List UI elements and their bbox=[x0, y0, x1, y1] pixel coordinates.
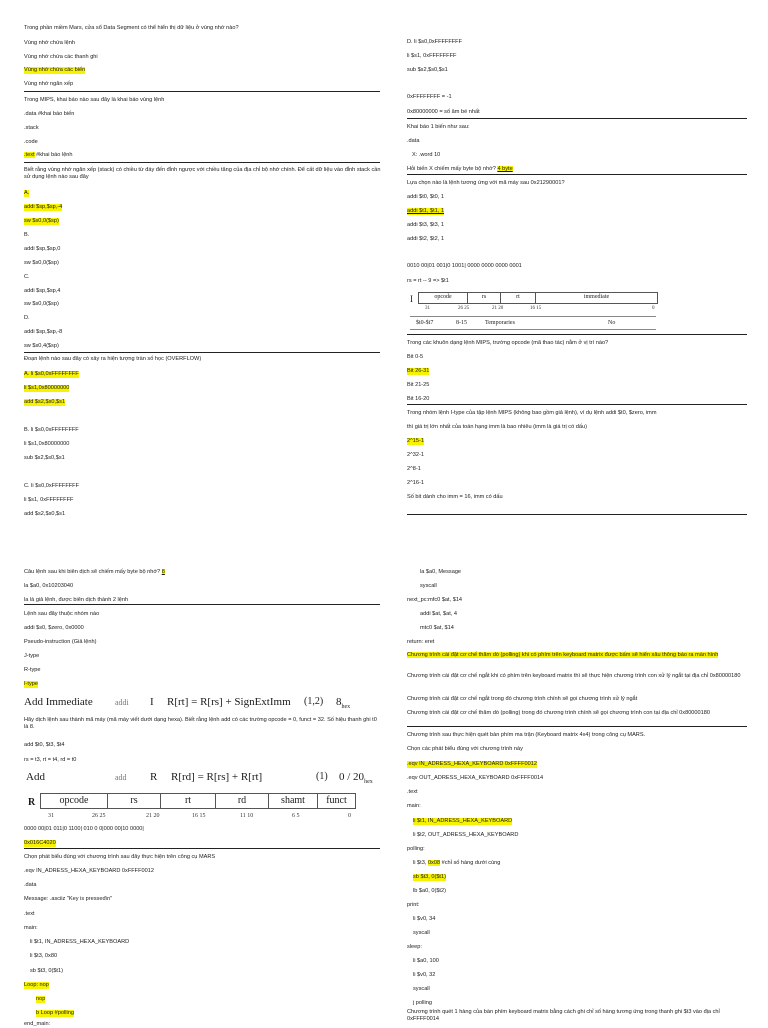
q2-option: .stack bbox=[24, 125, 39, 131]
rtype-bit: 21 20 bbox=[146, 813, 160, 819]
divider bbox=[24, 162, 380, 163]
reg-table-cell: No bbox=[608, 320, 616, 326]
rtype-bit: 0 bbox=[348, 813, 351, 819]
b1-line: la là giả lệnh, được biên dịch thành 2 lệnh bbox=[24, 597, 129, 603]
divider bbox=[407, 726, 747, 727]
q2-comment: #khai báo lệnh bbox=[36, 152, 73, 158]
c3-code: sleep: bbox=[407, 944, 422, 950]
c3-code-highlight: li $t1, IN_ADRESS_HEXA_KEYBOARD bbox=[413, 818, 513, 824]
rtype-bit: 6 5 bbox=[292, 813, 300, 819]
b2-option: J-type bbox=[24, 653, 40, 659]
b2-title: Lệnh sau đây thuộc nhóm nào bbox=[24, 611, 100, 617]
q2-answer: .text bbox=[24, 152, 35, 158]
b5-code: Message: .asciiz "Key is pressed\n" bbox=[24, 896, 113, 902]
b1-title-row bbox=[24, 569, 165, 576]
q4-line: sub $s2,$s0,$s1 bbox=[24, 455, 65, 461]
r3-option: addi $t0, $t0, 1 bbox=[407, 194, 445, 200]
reg-table-cell: 8-15 bbox=[456, 320, 467, 326]
itype-field: opcode bbox=[419, 293, 468, 304]
c2-option: Chương trình cài đặt cơ chế thăm dò (polling) trong đó chương trình chính sẽ gọi chương trình con tại địa chỉ 0x80000180 bbox=[407, 710, 710, 716]
q3-line: addi $sp,$sp,-8 bbox=[24, 329, 63, 335]
c1-code: syscall bbox=[420, 583, 437, 589]
r5-title2: thì giá trị lớn nhất của toán hạng imm là bao nhiêu (imm là giá trị có dấu) bbox=[407, 424, 587, 430]
q4-answer: A. li $s0,0xFFFFFFFF bbox=[24, 371, 79, 377]
itype-format-table bbox=[418, 292, 658, 304]
rtype-field: rs bbox=[108, 794, 161, 809]
b5-code: .data bbox=[24, 882, 37, 888]
r1-note: 0xFFFFFFFF = -1 bbox=[407, 94, 452, 100]
b5-code: sb $t3, 0($t1) bbox=[30, 968, 63, 974]
q3-answer: addi $sp,$sp,-4 bbox=[24, 204, 63, 210]
divider bbox=[24, 604, 380, 605]
q3-line: sw $s0,4($sp) bbox=[24, 343, 59, 349]
b1-title: Câu lệnh sau khi biên dịch sẽ chiếm mấy byte bộ nhớ? bbox=[24, 569, 161, 575]
c3-code: main: bbox=[407, 803, 421, 809]
divider bbox=[24, 91, 380, 92]
rtype-field: funct bbox=[318, 794, 356, 809]
c3-code: li $v0, 34 bbox=[413, 916, 436, 922]
q1-option: Vùng nhớ chứa các thanh ghi bbox=[24, 54, 98, 60]
r3-note: rs = rt -- 9 => $t1 bbox=[407, 278, 449, 284]
ref-add-hex-value: 0 / 20 bbox=[339, 771, 365, 783]
c3-code: syscall bbox=[413, 986, 430, 992]
q2-option: .code bbox=[24, 139, 38, 145]
itype-bit: 0 bbox=[652, 306, 655, 311]
ref-add-operation: R[rd] = R[rs] + R[rt] bbox=[171, 771, 263, 783]
c3-code: .eqv OUT_ADRESS_HEXA_KEYBOARD 0xFFFF0014 bbox=[407, 775, 544, 781]
itype-bit: 21 20 bbox=[492, 306, 504, 311]
r3-option: addi $t3, $t3, 1 bbox=[407, 222, 445, 228]
ref-add-hex-sub: hex bbox=[364, 779, 373, 786]
c3-code: j polling bbox=[413, 1000, 432, 1006]
itype-field: rt bbox=[501, 293, 536, 304]
rtype-letter: R bbox=[28, 797, 36, 808]
ref-addi-operation: R[rt] = R[rs] + SignExtImm bbox=[167, 696, 291, 708]
r2-line: X: .word 10 bbox=[412, 152, 441, 158]
b1-line: la $a0, 0x10203040 bbox=[24, 583, 74, 589]
divider bbox=[407, 514, 747, 515]
rtype-field: shamt bbox=[269, 794, 318, 809]
r5-title: Trong nhóm lệnh I-type của tập lệnh MIPS (không bao gồm giả lệnh), ví dụ lệnh addi $t0, $zero, imm bbox=[407, 410, 657, 416]
r4-option: Bit 21-25 bbox=[407, 382, 430, 388]
q3-answer: A. bbox=[24, 190, 30, 196]
ref-addi-hex bbox=[336, 696, 350, 711]
q3-line: B. bbox=[24, 232, 30, 238]
c3-code-highlight: 0x08 bbox=[427, 860, 441, 866]
r3-title: Lựa chọn nào là lệnh tương ứng với mã máy sau 0x21290001? bbox=[407, 180, 565, 186]
rtype-bit: 11 10 bbox=[240, 813, 254, 819]
reg-table-cell: $t0-$t7 bbox=[416, 320, 434, 326]
itype-field: immediate bbox=[536, 293, 658, 304]
itype-field: rs bbox=[468, 293, 501, 304]
reg-table-border bbox=[410, 316, 656, 317]
divider bbox=[407, 334, 747, 335]
q3-line: D. bbox=[24, 315, 30, 321]
b5-code: .text bbox=[24, 911, 35, 917]
b3-title: Hãy dịch lệnh sau thành mã máy (mã máy viết dưới dạng hexa). Biết rằng lệnh add có các trường opcode = 0, funct = 32. Số hiệu thanh ghi t0 là 8. bbox=[24, 717, 377, 730]
b5-code: end_main: bbox=[24, 1021, 51, 1027]
ref-addi-hex-value: 8 bbox=[336, 696, 342, 708]
b2-option: Pseudo-instruction (Giả lệnh) bbox=[24, 639, 97, 645]
ref-add-hex bbox=[339, 771, 373, 786]
ref-add-mnemonic: add bbox=[115, 773, 127, 782]
b3-line: add $t0, $t3, $t4 bbox=[24, 742, 65, 748]
c2-answer-text: Chương trình cài đặt cơ chế thăm dò (polling) khi có phím trên keyboard matrix được bấm sẽ hiển xâu thông báo ra màn hình bbox=[407, 652, 719, 658]
c3-code: li $a0, 100 bbox=[413, 958, 439, 964]
ref-addi-name: Add Immediate bbox=[24, 696, 93, 708]
rtype-field: opcode bbox=[41, 794, 108, 809]
b4-answer: 0x016C4020 bbox=[24, 840, 56, 846]
q3-line: sw $s0,0($sp) bbox=[24, 260, 59, 266]
c3-code: syscall bbox=[413, 930, 430, 936]
q2-option: .data #khai báo biến bbox=[24, 111, 75, 117]
b5-code: li $t3, 0x80 bbox=[30, 953, 58, 959]
q3-line: addi $sp,$sp,4 bbox=[24, 288, 61, 294]
q1-option: Vùng nhớ chứa lệnh bbox=[24, 40, 75, 46]
ref-addi-format: I bbox=[150, 696, 154, 708]
r2-ask-row bbox=[407, 166, 513, 173]
q4-line: add $s2,$s0,$s1 bbox=[24, 511, 66, 517]
reg-table-cell: Temporaries bbox=[485, 320, 515, 326]
r5-option: 2^32-1 bbox=[407, 452, 424, 458]
c2-option: Chương trình cài đặt cơ chế ngắt khi có phím trên keyboard matrix thì sẽ thực hiện chương trình con xử lý ngắt tại địa chỉ 0x80000180 bbox=[407, 673, 741, 679]
ref-add-name: Add bbox=[26, 771, 45, 783]
c1-code: mtc0 $at, $14 bbox=[420, 625, 454, 631]
q4-line: li $s1,0x80000000 bbox=[24, 441, 70, 447]
b4-bits: 0000 00|01 011|0 1100| 010 0 0|000 00|10 0000| bbox=[24, 826, 144, 832]
b5-code: li $t1, IN_ADRESS_HEXA_KEYBOARD bbox=[30, 939, 130, 945]
b5-code: .eqv IN_ADRESS_HEXA_KEYBOARD 0xFFFF0012 bbox=[24, 868, 154, 874]
b2-answer: I-type bbox=[24, 681, 38, 687]
q3-title: Biết rằng vùng nhớ ngăn xếp (stack) có chiều từ đáy đến đỉnh ngược với chiều tăng của địa chỉ bộ nhớ chính. Để cất dữ liệu vào đỉnh stack cần sử dụng lệnh nào sau đây bbox=[24, 167, 381, 180]
q3-line: sw $s0,0($sp) bbox=[24, 301, 59, 307]
q4-line: li $s1, 0xFFFFFFFF bbox=[24, 497, 74, 503]
b2-option: R-type bbox=[24, 667, 41, 673]
q1-title: Trong phần miềm Mars, cửa sổ Data Segment có thể hiển thị dữ liệu ở vùng nhớ nào? bbox=[24, 25, 239, 31]
divider bbox=[407, 404, 747, 405]
c3-code: print: bbox=[407, 902, 420, 908]
divider bbox=[407, 174, 747, 175]
rtype-field: rd bbox=[216, 794, 269, 809]
c3-eqv-highlight: .eqv IN_ADRESS_HEXA_KEYBOARD 0xFFFF0012 bbox=[407, 761, 537, 767]
q3-line: addi $sp,$sp,0 bbox=[24, 246, 61, 252]
c3-code: li $v0, 32 bbox=[413, 972, 436, 978]
ref-addi-hex-sub: hex bbox=[341, 704, 351, 711]
c3-statement: Chương trình quét 1 hàng của bàn phím keyboard matrix bằng cách ghi chỉ số hàng tương ứng trong thanh ghi $t3 vào địa chỉ 0xFFFF0014 bbox=[407, 1009, 720, 1022]
divider bbox=[407, 118, 747, 119]
r2-ask: Hỏi biến X chiếm mấy byte bộ nhớ? bbox=[407, 166, 496, 172]
c3-title: Chương trình sau thực hiện quét bàn phím ma trận (Keyboard matrix 4x4) trong công cụ MARS. bbox=[407, 732, 646, 738]
b5-code-highlight: b Loop #polling bbox=[36, 1010, 74, 1016]
c3-code-highlight: sb $t3, 0($t1) bbox=[413, 874, 446, 880]
r3-option: addi $t2, $t2, 1 bbox=[407, 236, 445, 242]
c1-code: addi $at, $at, 4 bbox=[420, 611, 458, 617]
r1-line: D. li $s0,0xFFFFFFFF bbox=[407, 39, 463, 45]
ref-add-note: (1) bbox=[316, 771, 328, 782]
q1-option: Vùng nhớ ngăn xếp bbox=[24, 81, 74, 87]
r3-bits: 0010 00|01 001|0 1001| 0000 0000 0000 0001 bbox=[407, 263, 522, 269]
c3-code: li $t2, OUT_ADRESS_HEXA_KEYBOARD bbox=[413, 832, 519, 838]
r1-line: sub $s2,$s0,$s1 bbox=[407, 67, 448, 73]
r3-answer: addi $t1, $t1, 1 bbox=[407, 208, 445, 214]
r1-note: 0x80000000 = số âm bé nhất bbox=[407, 109, 480, 115]
ref-addi-note: (1,2) bbox=[304, 696, 324, 707]
b2-line: addi $s0, $zero, 0x0000 bbox=[24, 625, 84, 631]
r4-title: Trong các khuôn dạng lệnh MIPS, trường opcode (mã thao tác) nằm ở vị trí nào? bbox=[407, 340, 609, 346]
c1-code: la $a0, Message bbox=[420, 569, 462, 575]
itype-bit: 16 15 bbox=[530, 306, 542, 311]
q4-line: B. li $s0,0xFFFFFFFF bbox=[24, 427, 79, 433]
r2-line: .data bbox=[407, 138, 420, 144]
rtype-field: rt bbox=[161, 794, 216, 809]
q2-answer-row bbox=[24, 152, 73, 159]
q3-answer: sw $s0,0($sp) bbox=[24, 218, 59, 224]
r5-option: 2^8-1 bbox=[407, 466, 421, 472]
r5-option: 2^16-1 bbox=[407, 480, 424, 486]
divider bbox=[24, 848, 380, 849]
r5-note: Số bit dành cho imm = 16, imm có dấu bbox=[407, 494, 503, 500]
b1-answer: 8 bbox=[161, 569, 165, 575]
divider bbox=[24, 352, 380, 353]
q4-title: Đoạn lệnh nào sau đây có xảy ra hiện tượng tràn số học (OVERFLOW) bbox=[24, 356, 202, 362]
c1-code: return: eret bbox=[407, 639, 435, 645]
q3-line: C. bbox=[24, 274, 30, 280]
q4-line: C. li $s0,0xFFFFFFFF bbox=[24, 483, 80, 489]
itype-bit: 31 bbox=[425, 306, 430, 311]
r5-answer: 2^15-1 bbox=[407, 438, 424, 444]
q1-answer: Vùng nhớ chứa các biến bbox=[24, 67, 86, 73]
c2-answer bbox=[407, 652, 747, 659]
c3-code: .text bbox=[407, 789, 418, 795]
b5-code: main: bbox=[24, 925, 38, 931]
rtype-bit: 16 15 bbox=[192, 813, 206, 819]
q2-title: Trong MIPS, khai báo nào sau đây là khai báo vùng lệnh bbox=[24, 97, 165, 103]
q4-answer: li $s1,0x80000000 bbox=[24, 385, 70, 391]
ref-addi-mnemonic: addi bbox=[115, 698, 129, 707]
c3-code-row bbox=[413, 860, 500, 867]
c3-code: lb $a0, 0($t2) bbox=[413, 888, 446, 894]
b5-code-highlight: nop bbox=[36, 996, 46, 1002]
b5-title: Chọn phát biểu đúng với chương trình sau đây thực hiện trên công cụ MARS bbox=[24, 854, 216, 860]
b5-code-highlight: Loop: nop bbox=[24, 982, 49, 988]
b3-line: rs = t3, rt = t4, rd = t0 bbox=[24, 757, 77, 763]
reg-table-border bbox=[410, 329, 656, 330]
c3-code-li: li $t3, bbox=[413, 860, 427, 866]
c2-option: Chương trình cài đặt cơ chế ngắt trong đó chương trình chính sẽ gọi chương trình xử lý ngắt bbox=[407, 696, 638, 702]
r1-line: li $s1, 0xFFFFFFFF bbox=[407, 53, 457, 59]
c3-title2: Chọn các phát biểu đúng với chương trình này bbox=[407, 746, 523, 752]
rtype-bit: 26 25 bbox=[92, 813, 106, 819]
itype-letter: I bbox=[410, 294, 413, 304]
r2-title: Khai báo 1 biến như sau: bbox=[407, 124, 470, 130]
c3-code-comment: #chỉ số hàng dưới cùng bbox=[441, 860, 501, 866]
itype-bit: 26 25 bbox=[458, 306, 470, 311]
c1-code: next_pc:mfc0 $at, $14 bbox=[407, 597, 463, 603]
ref-add-format: R bbox=[150, 771, 158, 783]
r4-option: Bit 16-20 bbox=[407, 396, 430, 402]
c3-code: polling: bbox=[407, 846, 425, 852]
rtype-bit: 31 bbox=[48, 813, 54, 819]
q4-answer: add $s2,$s0,$s1 bbox=[24, 399, 66, 405]
r2-answer: 4 byte bbox=[497, 166, 513, 172]
rtype-format-table bbox=[40, 793, 356, 809]
r4-answer: Bit 26-31 bbox=[407, 368, 430, 374]
r4-option: Bit 0-5 bbox=[407, 354, 424, 360]
